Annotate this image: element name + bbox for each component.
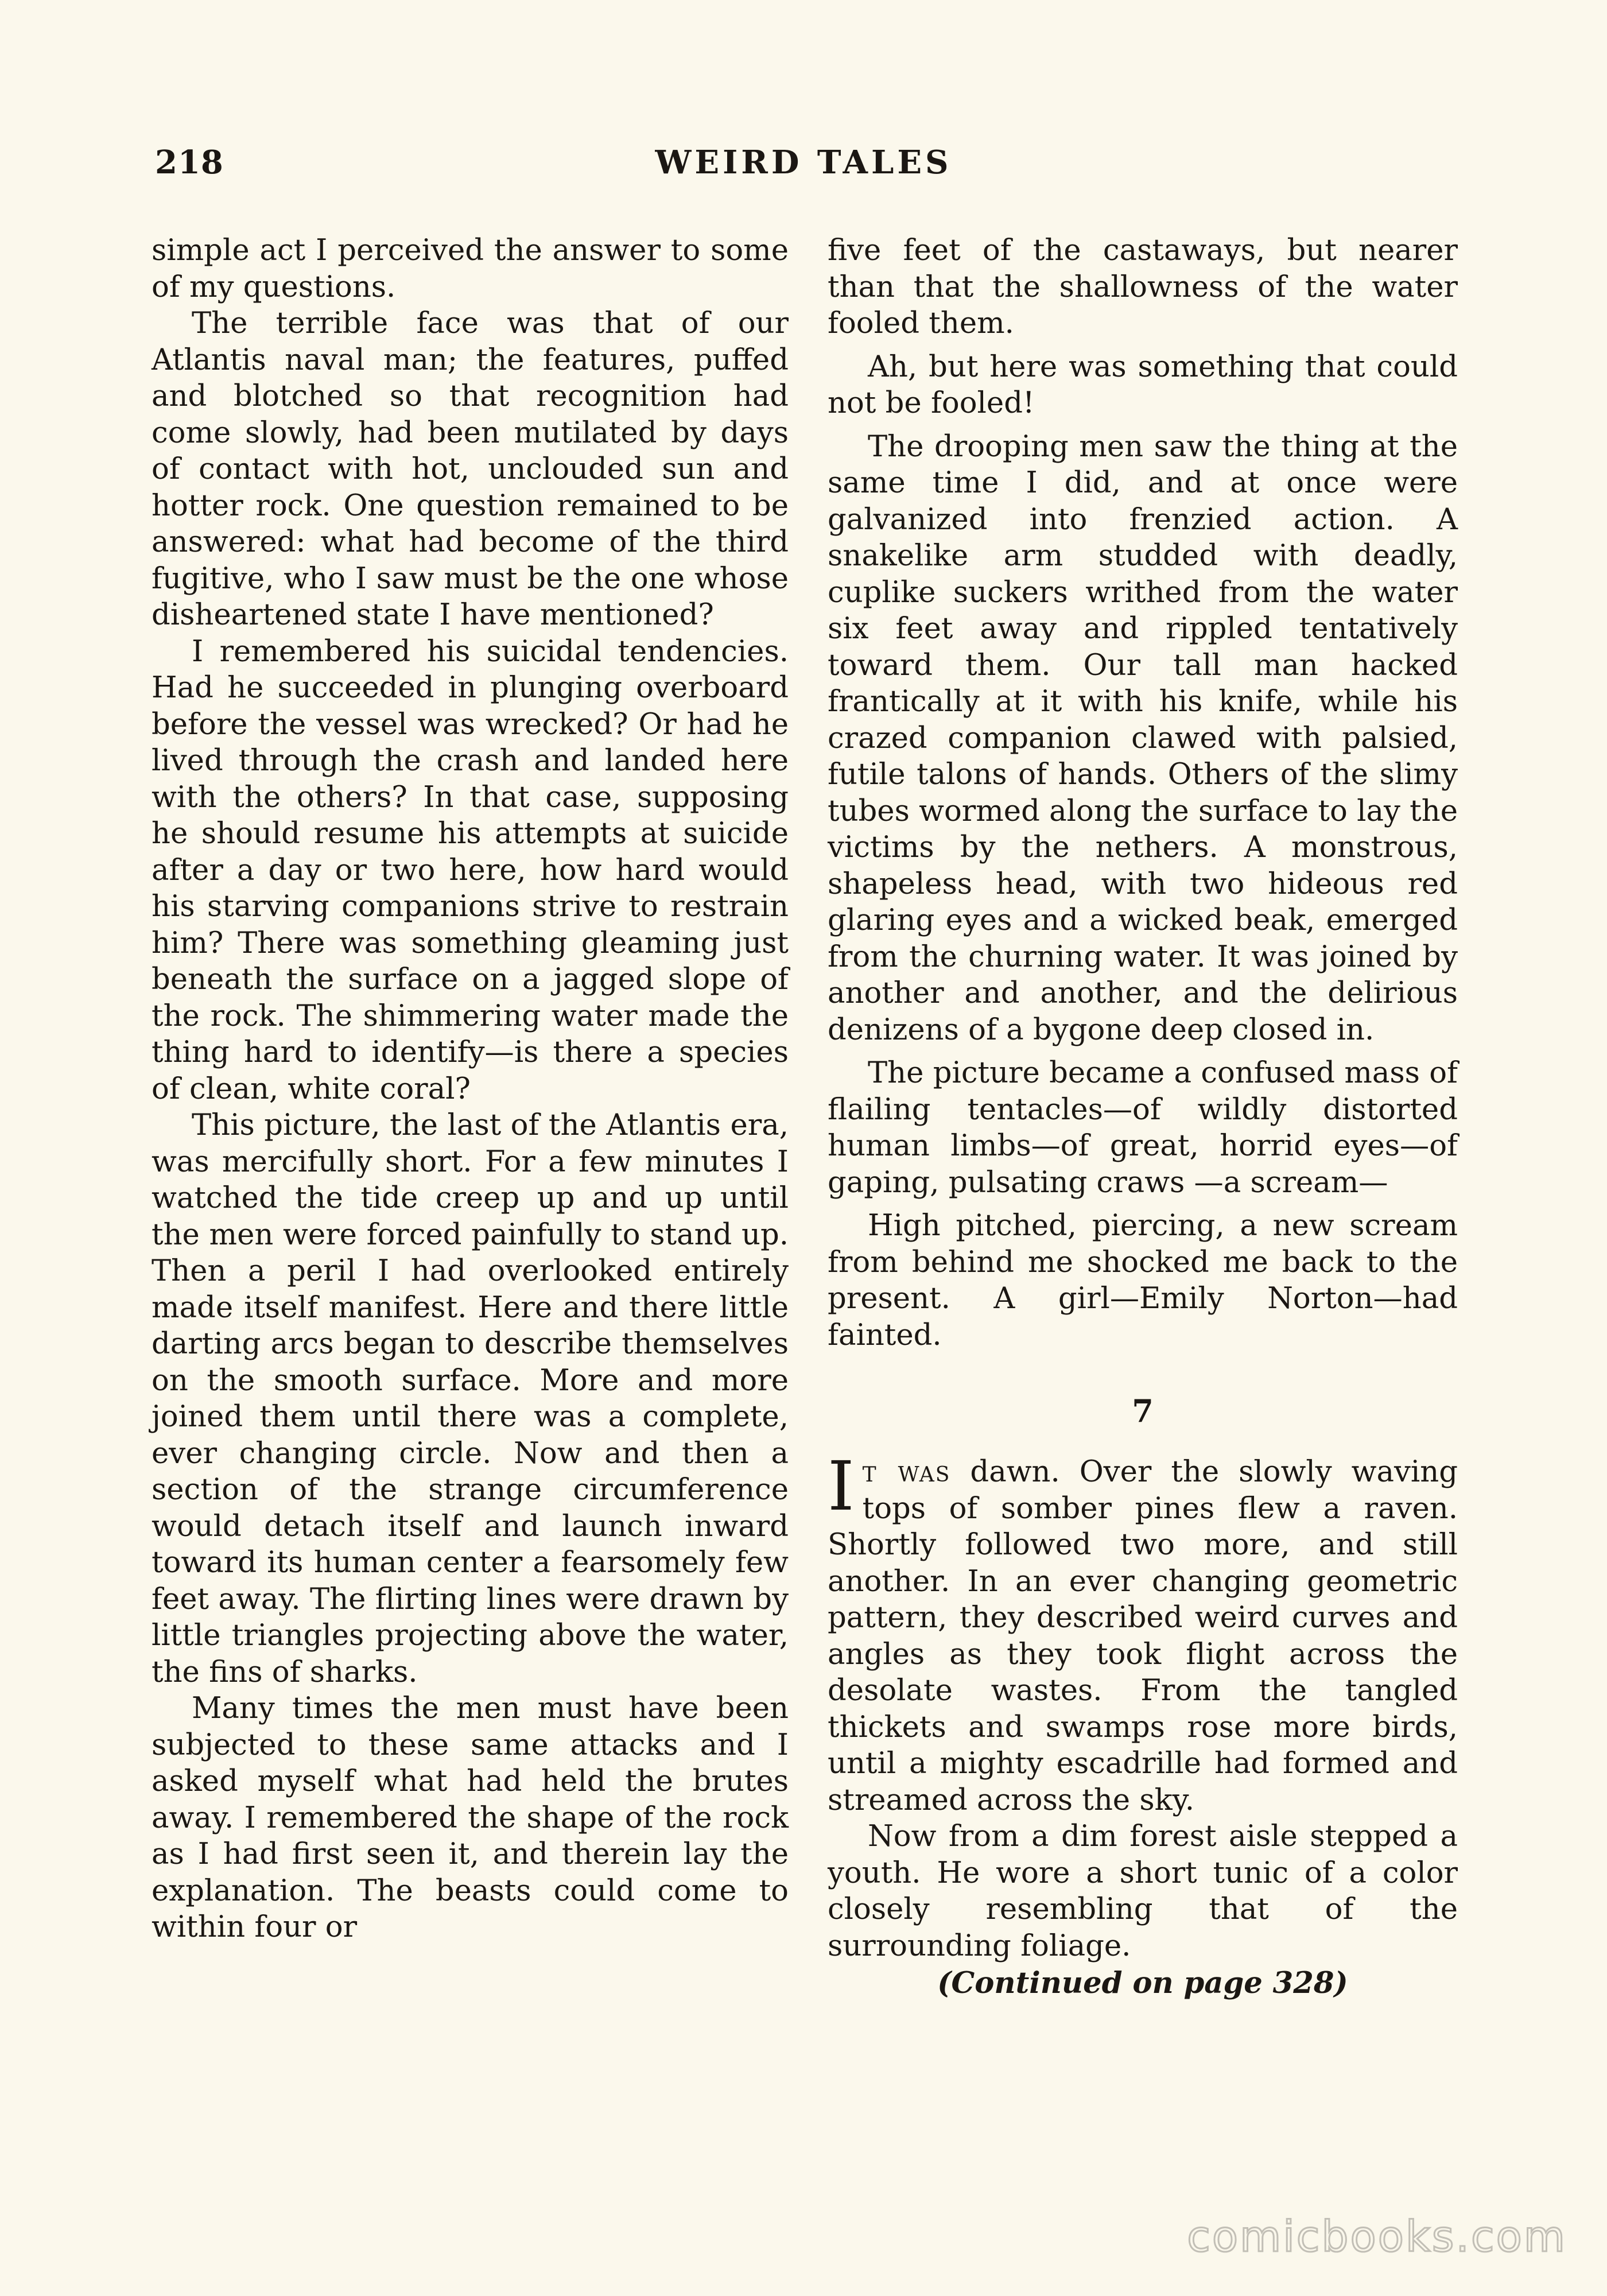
paragraph: Now from a dim forest aisle stepped a youth. He wore a short tunic of a color closely resembling that of the surrounding foliage. <box>828 1819 1458 1963</box>
right-column <box>828 232 1458 2002</box>
paragraph: High pitched, piercing, a new scream from behind me shocked me back to the present. A girl—Emily Norton—had fainted. <box>828 1208 1458 1352</box>
paragraph: Many times the men must have been subjected to these same attacks and I asked myself what had held the brutes away. I remembered the shape of the rock as I had first seen it, and therein lay the explanation. The beasts could come to within four or <box>152 1691 789 1944</box>
small-caps-lead: t was <box>862 1455 951 1489</box>
paragraph: simple act I perceived the answer to some of my questions. <box>152 233 789 304</box>
running-head: WEIRD TALES <box>655 144 952 181</box>
section-opening-paragraph <box>828 1446 1458 1818</box>
paragraph: five feet of the castaways, but nearer than that the shallowness of the water fooled them. <box>828 233 1458 340</box>
paragraph: The drooping men saw the thing at the same time I did, and at once were galvanized into frenzied action. A snakelike arm studded with deadly, cuplike suckers writhed from the water six feet away and rippled tentatively toward them. Our tall man hacked frantically at it with his knife, while his crazed companion clawed with palsied, futile talons of hands. Others of the slimy tubes wormed along the surface to lay the victims by the nethers. A monstrous, shapeless head, with two hideous red glaring eyes and a wicked beak, emerged from the churning water. It was joined by another and another, and the delirious denizens of a bygone deep closed in. <box>828 429 1458 1047</box>
paragraph: The terrible face was that of our Atlantis naval man; the features, puffed and blotched so that recognition had come slowly, had been mutilated by days of contact with hot, unclouded sun and hotter rock. One question remained to be answered: what had become of the third fugitive, who I saw must be the one whose disheartened state I have mentioned? <box>152 306 789 632</box>
continued-note: (Continued on page 328) <box>937 1966 1348 2000</box>
paragraph: I remembered his suicidal tendencies. Had he succeeded in plunging overboard before the vessel was wrecked? Or had he lived through the crash and landed here with the others? In that case, supposing he should resume his attempts at suicide after a day or two here, how hard would his starving companions strive to restrain him? There was something gleaming just beneath the surface on a jagged slope of the rock. The shimmering water made the thing hard to identify—is there a species of clean, white coral? <box>152 634 789 1106</box>
paragraph: Ah, but here was something that could not be fooled! <box>828 349 1458 420</box>
page-number: 218 <box>155 144 224 181</box>
paragraph: The picture became a confused mass of flailing tentacles—of wildly distorted human limbs—of great, horrid eyes—of gaping, pulsating craws —a scream— <box>828 1056 1458 1200</box>
section-number: 7 <box>1132 1393 1154 1429</box>
paragraph: This picture, the last of the Atlantis era, was mercifully short. For a few minutes I watched the tide creep up and up until the men were forced painfully to stand up. Then a peril I had overlooked entirely made itself manifest. Here and there little darting arcs began to describe themselves on the smooth surface. More and more joined them until there was a complete, ever changing circle. Now and then a section of the strange circumference would detach itself and launch inward toward its human center a fearsomely few feet away. The flirting lines were drawn by little triangles projecting above the water, the fins of sharks. <box>152 1108 789 1689</box>
drop-cap: I <box>828 1446 855 1526</box>
watermark: comicbooks.com <box>1187 2212 1567 2262</box>
page-header <box>155 144 1452 189</box>
left-column <box>152 232 789 1946</box>
paragraph-text: dawn. Over the slowly waving tops of somber pines flew a raven. Shortly followed two more, and still another. In an ever changing geometric pattern, they described weird curves and angles as they took flight across the desolate wastes. From the tangled thickets and swamps rose more birds, until a mighty escadrille had formed and streamed across the sky. <box>828 1455 1458 1817</box>
